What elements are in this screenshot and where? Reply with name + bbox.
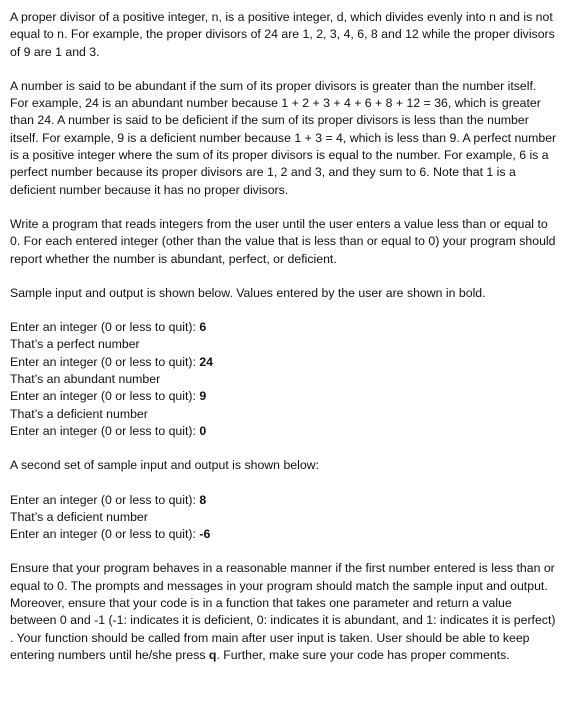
paragraph-proper-divisor: A proper divisor of a positive integer, n, is a positive integer, d, which divides evenly into n and is not equal to n. For example, the proper divisors of 24 are 1, 2, 3, 4, 6, 8 and 12 while the proper divisors of 9 are 1 and 3.: [10, 10, 555, 59]
spacer: [10, 268, 558, 285]
paragraph-task: Write a program that reads integers from the user until the user enters a value less than or equal to 0. For each entered integer (other than the value that is less than or equal to 0) your program should report whether the number is abundant, perfect, or deficient.: [10, 216, 556, 266]
user-input: 6: [199, 320, 207, 335]
prompt-text: Enter an integer (0 or less to quit):: [10, 354, 200, 369]
prompt-text: Enter an integer (0 or less to quit):: [10, 320, 200, 335]
output-line: That’s a deficient number: [10, 406, 148, 421]
prompt-text: Enter an integer (0 or less to quit):: [10, 423, 200, 438]
sample-line: [10, 354, 558, 371]
sample-line: [10, 526, 558, 543]
output-line: That’s a deficient number: [10, 509, 148, 524]
spacer: [10, 61, 558, 78]
spacer: [10, 199, 558, 216]
sample-line: [10, 319, 558, 336]
user-input: 8: [199, 492, 207, 507]
spacer: [10, 475, 558, 492]
sample-line: [10, 492, 558, 509]
sample-io-2: [10, 492, 558, 544]
spacer: [10, 543, 558, 560]
paragraph-requirements: [10, 560, 558, 664]
paragraph-abundant-deficient-perfect: A number is said to be abundant if the sum of its proper divisors is greater than the number itself. For example, 24 is an abundant number because 1 + 2 + 3 + 4 + 6 + 8 + 12 = 36, which is greater than 24. A number is said to be deficient if the sum of its proper divisors is less than the number itself. For example, 9 is a deficient number because 1 + 3 = 4, which is less than 9. A perfect number is a positive integer where the sum of its proper divisors is equal to the number. For example, 6 is a perfect number because its proper divisors are 1, 2 and 3, and they sum to 6. Note that 1 is a deficient number because it has no proper divisors.: [10, 78, 557, 197]
output-line: That’s a perfect number: [10, 337, 140, 352]
sample-io-1: [10, 319, 558, 440]
user-input: 9: [199, 389, 207, 404]
requirements-text: Ensure that your program behaves in a reasonable manner if the first number entered is less than or equal to 0. The prompts and messages in your program should match the sample input and output. Moreover, ensure that your code is in a function that takes one parameter and return a value between 0 and -1 (-1: indicates it is deficient, 0: indicates it is abundant, and 1: indicates it is perfect) . Your function should be called from main after user input is taken. User should be able to keep entering numbers until he/she press: [10, 561, 556, 662]
spacer: [10, 302, 558, 319]
user-input: 0: [199, 423, 207, 438]
quit-key: q: [208, 647, 217, 662]
requirements-text-end: . Further, make sure your code has proper comments.: [216, 647, 510, 662]
user-input: -6: [199, 527, 211, 542]
user-input: 24: [199, 354, 214, 369]
prompt-text: Enter an integer (0 or less to quit):: [10, 527, 200, 542]
spacer: [10, 440, 558, 457]
prompt-text: Enter an integer (0 or less to quit):: [10, 492, 200, 507]
sample-line: [10, 388, 558, 405]
output-line: That’s an abundant number: [10, 372, 161, 387]
sample-line: [10, 423, 558, 440]
paragraph-second-sample-intro: A second set of sample input and output is shown below:: [10, 458, 319, 473]
paragraph-sample-intro: Sample input and output is shown below. Values entered by the user are shown in bold.: [10, 285, 486, 300]
prompt-text: Enter an integer (0 or less to quit):: [10, 389, 200, 404]
